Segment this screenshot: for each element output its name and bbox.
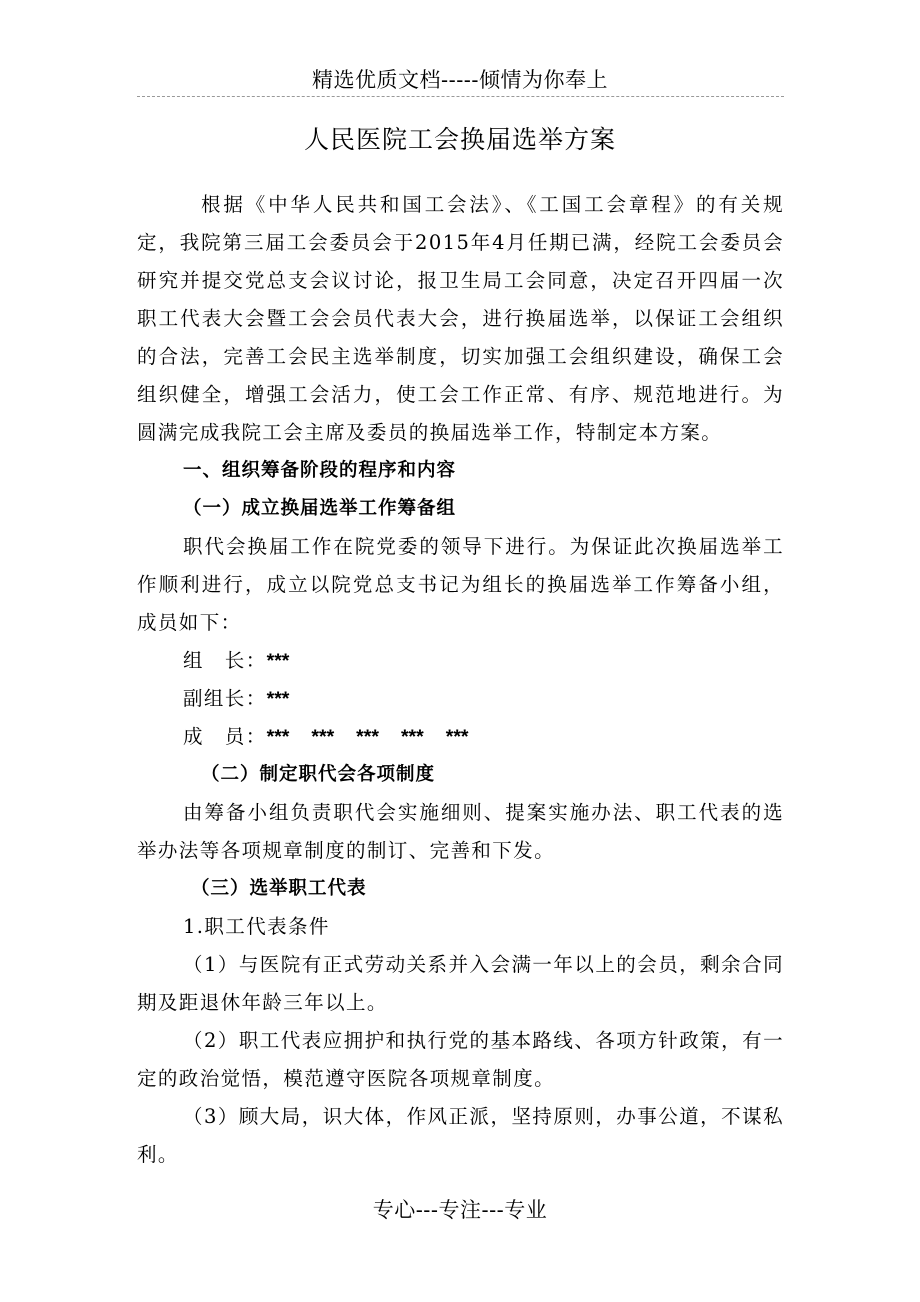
intro-paragraph: 根据《中华人民共和国工会法》、《工国工会章程》的有关规定，我院第三届工会委员会于2015年4月任期已满，经院工会委员会研究并提交党总支会议讨论，报卫生局工会同意，决定召开四届一次职工代表大会暨工会会员代表大会，进行换届选举，以保证工会组织的合法，完善工会民主选举制度，切实加强工会组织建设，确保工会组织健全，增强工会活力，使工会工作正常、有序、规范地进行。为圆满完成我院工会主席及委员的换届选举工作，特制定本方案。: [137, 193, 784, 444]
leader-line: [137, 642, 784, 680]
subsection-heading-3: （三）选举职工代表: [191, 878, 367, 899]
member-value: ***: [356, 726, 379, 748]
leader-label: 组 长：: [183, 649, 267, 672]
member-value: ***: [400, 726, 424, 748]
member-value: ***: [311, 726, 335, 748]
header-divider: [137, 96, 784, 97]
page-footer: 专心---专注---专业: [372, 1198, 548, 1222]
condition-item: （2）职工代表应拥护和执行党的基本路线、各项方针政策，有一定的政治觉悟，模范遵守医院各项规章制度。: [137, 1029, 784, 1090]
page-header: 精选优质文档-----倾情为你奉上: [312, 68, 608, 92]
subsection-2-paragraph: 由筹备小组负责职代会实施细则、提案实施办法、职工代表的选举办法等各项规章制度的制订、完善和下发。: [137, 801, 784, 862]
members-line: [137, 718, 784, 756]
deputy-line: [137, 680, 784, 718]
member-value: ***: [266, 726, 290, 748]
item-title: 1.职工代表条件: [183, 915, 330, 938]
condition-item: （3）顾大局，识大体，作风正派，坚持原则，办事公道，不谋私利。: [137, 1105, 784, 1166]
document-title: 人民医院工会换届选举方案: [303, 125, 616, 154]
subsection-heading-1: （一）成立换届选举工作筹备组: [183, 498, 457, 519]
member-value: ***: [445, 726, 469, 748]
leader-value: ***: [266, 650, 290, 672]
section-heading-1: 一、组织筹备阶段的程序和内容: [183, 460, 457, 481]
subsection-heading-2: （二）制定职代会各项制度: [201, 764, 436, 785]
deputy-label: 副组长：: [183, 687, 267, 710]
deputy-value: ***: [266, 688, 290, 710]
subsection-1-paragraph: 职代会换届工作在院党委的领导下进行。为保证此次换届选举工作顺利进行，成立以院党总支书记为组长的换届选举工作筹备小组，成员如下：: [137, 535, 784, 634]
condition-item: （1）与医院有正式劳动关系并入会满一年以上的会员，剩余合同期及距退休年龄三年以上。: [137, 953, 784, 1014]
members-label: 成 员：: [183, 725, 267, 748]
document-body: [137, 186, 784, 1174]
